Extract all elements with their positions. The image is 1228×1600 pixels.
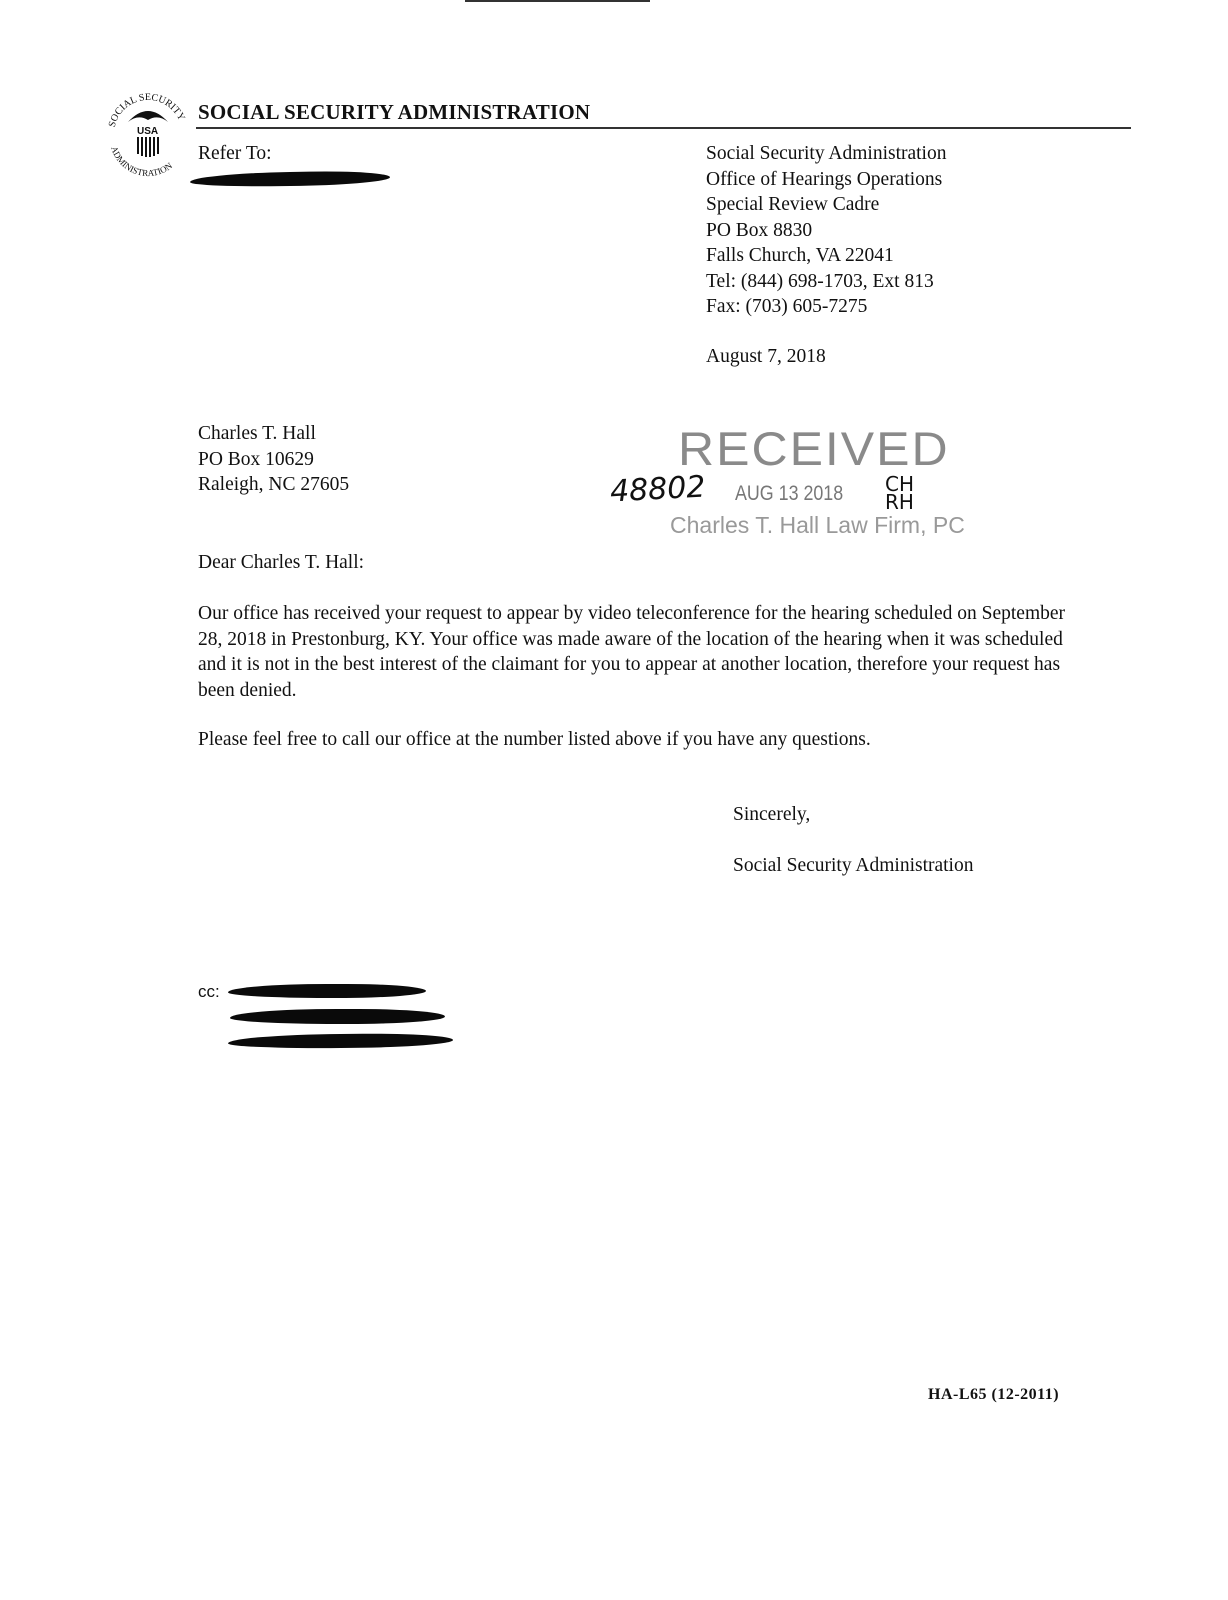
initial: RH xyxy=(885,490,914,514)
letter-date: August 7, 2018 xyxy=(706,346,826,367)
signature: Social Security Administration xyxy=(733,855,974,876)
recipient-line: Charles T. Hall xyxy=(198,423,316,444)
sender-line: Special Review Cadre xyxy=(706,194,880,215)
form-number: HA-L65 (12-2011) xyxy=(928,1386,1060,1403)
recipient-address xyxy=(198,421,349,498)
sender-line: Fax: (703) 605-7275 xyxy=(706,296,868,317)
sender-line: Tel: (844) 698-1703, Ext 813 xyxy=(706,270,934,292)
stamp-handwritten-number: 48802 xyxy=(609,469,707,510)
stamp-firm: Charles T. Hall Law Firm, PC xyxy=(670,512,965,538)
stamp-title: RECEIVED xyxy=(678,422,950,476)
salutation: Dear Charles T. Hall: xyxy=(198,552,365,573)
redaction-cc xyxy=(230,1009,445,1024)
stamp-initials xyxy=(885,472,915,514)
sender-address xyxy=(706,141,946,320)
header-rule xyxy=(196,127,1131,129)
redaction-cc xyxy=(228,984,426,998)
body-paragraph: Please feel free to call our office at the number listed above if you have any questions. xyxy=(198,729,871,750)
svg-text:USA: USA xyxy=(137,126,159,137)
ssa-seal-logo xyxy=(100,82,196,178)
received-stamp xyxy=(600,420,980,550)
redaction-cc xyxy=(228,1033,453,1049)
recipient-line: PO Box 10629 xyxy=(198,448,314,470)
initial: CH xyxy=(885,472,915,496)
sender-line: Office of Hearings Operations xyxy=(706,168,943,190)
body-paragraph: Our office has received your request to appear by video teleconference for the hearing scheduled on September 28, 2018 in Prestonburg, KY. Your office was made aware of the location of the hearing when it was scheduled and it is not in the best interest of the claimant for you to appear at another location, therefore your request has been denied. xyxy=(198,603,1066,701)
sender-line: PO Box 8830 xyxy=(706,219,813,241)
agency-name: SOCIAL SECURITY ADMINISTRATION xyxy=(198,100,591,124)
redaction-refer xyxy=(190,170,390,187)
closing: Sincerely, xyxy=(733,804,811,825)
sender-line: Social Security Administration xyxy=(706,143,947,164)
svg-text:ADMINISTRATION: ADMINISTRATION xyxy=(109,144,175,178)
scan-artifact-line xyxy=(465,0,650,2)
refer-to-label: Refer To: xyxy=(198,143,272,164)
recipient-line: Raleigh, NC 27605 xyxy=(198,474,350,495)
cc-label: cc: xyxy=(198,982,220,1001)
sender-line: Falls Church, VA 22041 xyxy=(706,245,894,266)
stamp-date: AUG 13 2018 xyxy=(735,482,844,505)
svg-text:SOCIAL SECURITY: SOCIAL SECURITY xyxy=(106,91,187,129)
